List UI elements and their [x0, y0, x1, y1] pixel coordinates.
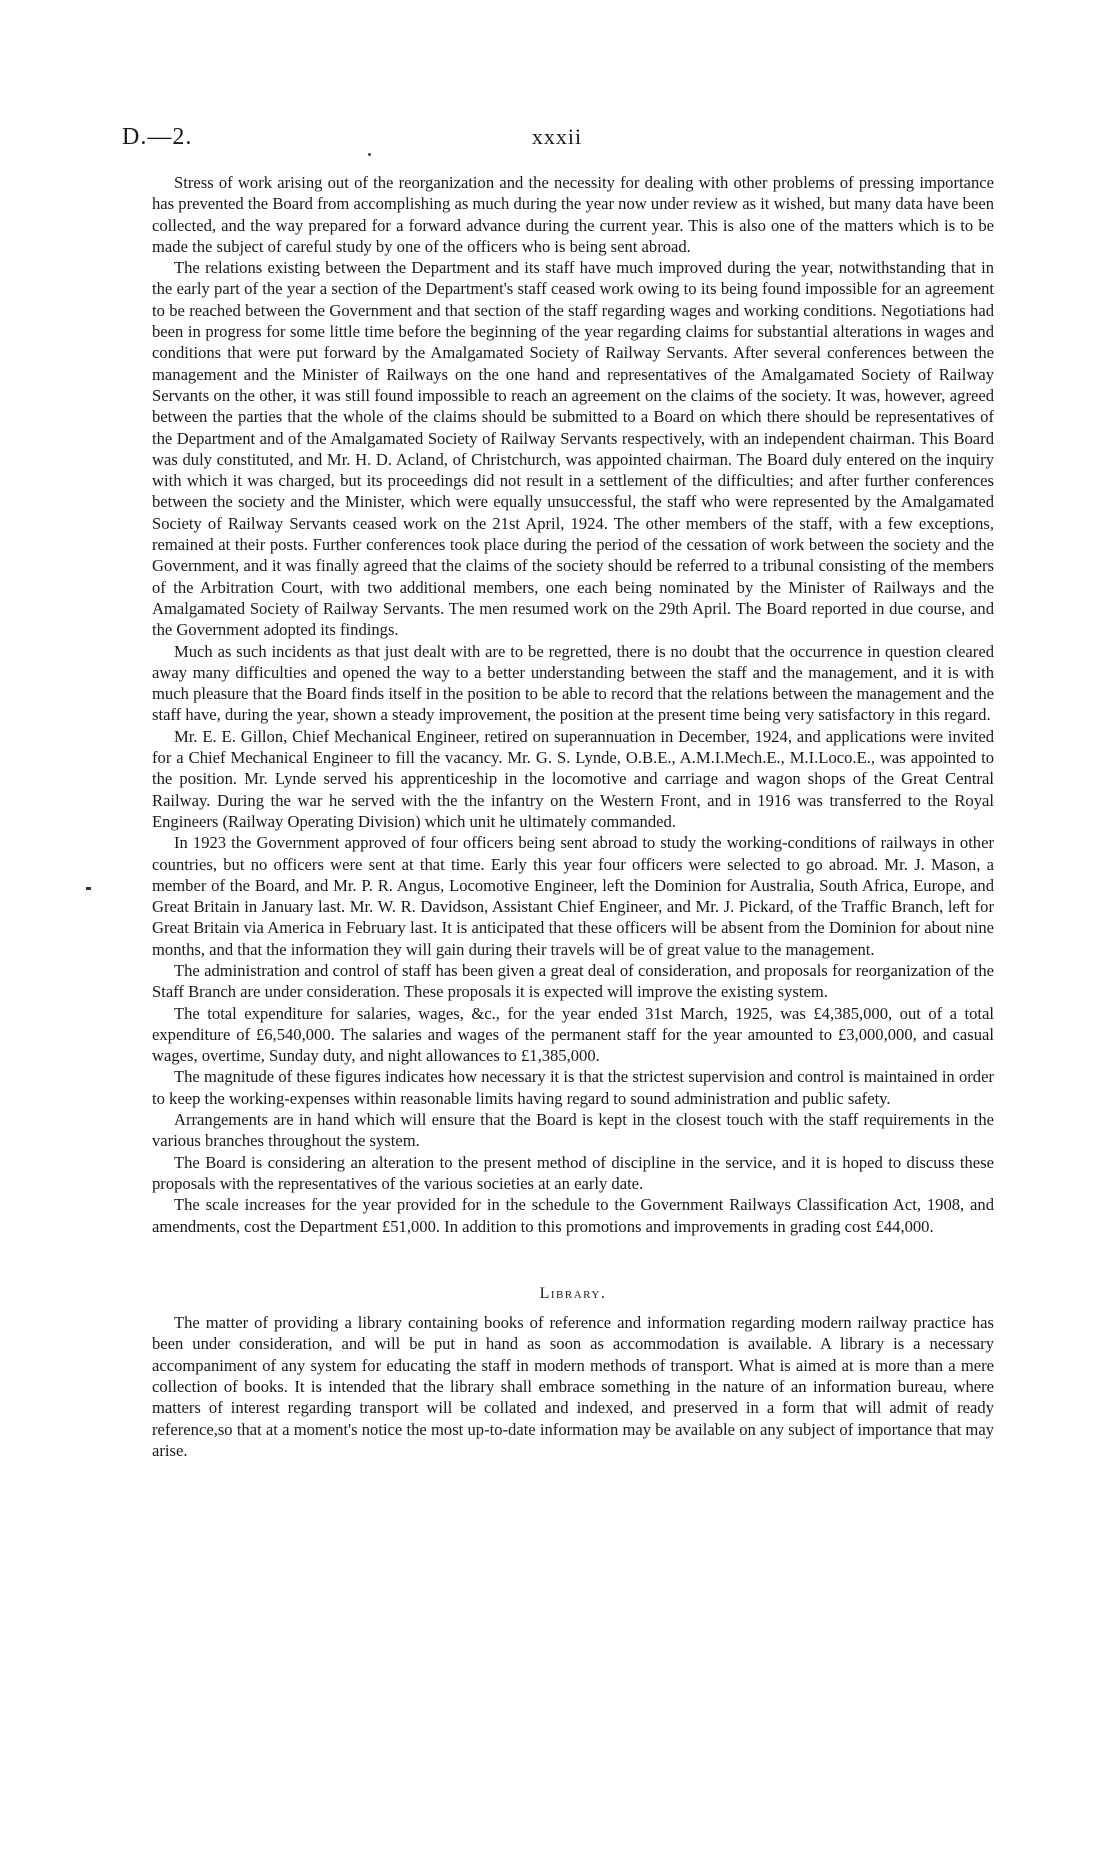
paragraph-better-understanding: Much as such incidents as that just dealt with are to be regretted, there is no doubt that the occurrence in question cleared away many difficulties and opened the way to a better understanding between the staff and the management, and it is with much pleasure that the Board finds itself in the position to be able to record that the relations between the management and the staff have, during the year, shown a steady improvement, the position at the present time being very satisfactory in this regard. — [152, 641, 994, 725]
paragraph-research: Stress of work arising out of the reorganization and the necessity for dealing with other problems of pressing importance has prevented the Board from accomplishing as much during the year now under review as it wished, but many data have been collected, and the way prepared for a forward advance during the current year. This is also one of the matters which is to be made the subject of careful study by one of the officers who is being sent abroad. — [152, 173, 994, 256]
paragraph-arrangements: Arrangements are in hand which will ensure that the Board is kept in the closest touch with the staff requirements in the various branches throughout the system. — [152, 1110, 994, 1151]
paragraph-staff-administration: The administration and control of staff has been given a great deal of consideration, and proposals for reorganization of the Staff Branch are under consideration. These proposals it is expected will improve the existing system. — [152, 960, 994, 1002]
paragraph-staff-relations: The relations existing between the Department and its staff have much improved during the year, notwithstanding that in the early part of the year a section of the Department's staff ceased work owing to its being found impossible for an agreement to be reached between the Government and that section of the staff regarding wages and working conditions. Negotiations had been in progress for some little time before the beginning of the year regarding claims for substantial alterations in wages and conditions that were put forward by the Amalgamated Society of Railway Servants. After several conferences between the management and the Minister of Railways on the one hand and representatives of the Amalgamated Society of Railway Servants on the other, it was still found impossible to reach an agreement on the claims of the society. It was, however, agreed between the parties that the whole of the claims should be submitted to a Board on which there should be representatives of the Department and of the Amalgamated Society of Railway Servants respectively, with an independent chairman. This Board was duly constituted, and Mr. H. D. Acland, of Christchurch, was appointed chairman. The Board duly entered on the inquiry with which it was charged, but its proceedings did not result in a settlement of the difficulties; and after further conferences between the society and the Minister, which were equally unsuccessful, the staff who were represented by the Amalgamated Society of Railway Servants ceased work on the 21st April, 1924. The other members of the staff, with a few exceptions, remained at their posts. Further conferences took place during the period of the cessation of work between the society and the Government, and it was finally agreed that the claims of the society should be referred to a tribunal consisting of the members of the Arbitration Court, with two additional members, one each being nominated by the Minister of Railways and the Amalgamated Society of Railway Servants. The men resumed work on the 29th April. The Board reported in due course, and the Government adopted its findings. — [152, 258, 994, 640]
paragraph-library: The matter of providing a library containing books of reference and information regarding modern railway practice has been under consideration, and will be put in hand as soon as accommodation is available. A library is a necessary accompaniment of any system for educating the staff in modern methods of transport. What is aimed at is more than a mere collection of books. It is intended that the library shall embrace something in the nature of an information bureau, where matters of interest regarding transport will be collated and indexed, and preserved in a form that will admit of ready reference,so that at a moment's notice the most up-to-date information may be available on any subject of importance that may arise. — [152, 1313, 994, 1460]
margin-mark — [86, 887, 91, 890]
document-reference: D.—2. — [122, 124, 193, 150]
page-number: xxxii — [531, 124, 583, 149]
section-heading-library: Library. — [539, 1284, 607, 1302]
paragraph-supervision: The magnitude of these figures indicates how necessary it is that the strictest supervision and control is maintained in order to keep the working-expenses within reasonable limits having regard to sound administration and public safety. — [152, 1067, 994, 1108]
paragraph-discipline: The Board is considering an alteration to the present method of discipline in the service, and it is hoped to discuss these proposals with the representatives of the various societies at an early date. — [152, 1152, 994, 1193]
document-body — [152, 172, 994, 1461]
paragraph-expenditure: The total expenditure for salaries, wages, &c., for the year ended 31st March, 1925, was £4,385,000, out of a total expenditure of £6,540,000. The salaries and wages of the permanent staff for the year amounted to £3,000,000, and casual wages, overtime, Sunday duty, and night allowances to £1,385,000. — [152, 1003, 994, 1066]
paragraph-chief-mechanical-engineer: Mr. E. E. Gillon, Chief Mechanical Engineer, retired on superannuation in December, 1924, and applications were invited for a Chief Mechanical Engineer to fill the vacancy. Mr. G. S. Lynde, O.B.E., A.M.I.Mech.E., M.I.Loco.E., was appointed to the position. Mr. Lynde served his apprenticeship in the locomotive and carriage and wagon shops of the Great Central Railway. During the war he served with the the infantry on the Western Front, and in 1916 was transferred to the Royal Engineers (Railway Operating Division) which unit he ultimately commanded. — [152, 726, 994, 831]
paragraph-scale-increases: The scale increases for the year provided for in the schedule to the Government Railways Classification Act, 1908, and amendments, cost the Department £51,000. In addition to this promotions and improvements in grading cost £44,000. — [152, 1195, 994, 1236]
print-speck — [368, 153, 371, 156]
paragraph-officers-abroad: In 1923 the Government approved of four officers being sent abroad to study the working-conditions of railways in other countries, but no officers were sent at that time. Early this year four officers were selected to go abroad. Mr. J. Mason, a member of the Board, and Mr. P. R. Angus, Locomotive Engineer, left the Dominion for Australia, South Africa, Europe, and Great Britain in January last. Mr. W. R. Davidson, Assistant Chief Engineer, and Mr. J. Pickard, of the Traffic Branch, left for Great Britain via America in February last. It is anticipated that these officers will be absent from the Dominion for about nine months, and that the information they will gain during their travels will be of great value to the management. — [152, 833, 994, 959]
